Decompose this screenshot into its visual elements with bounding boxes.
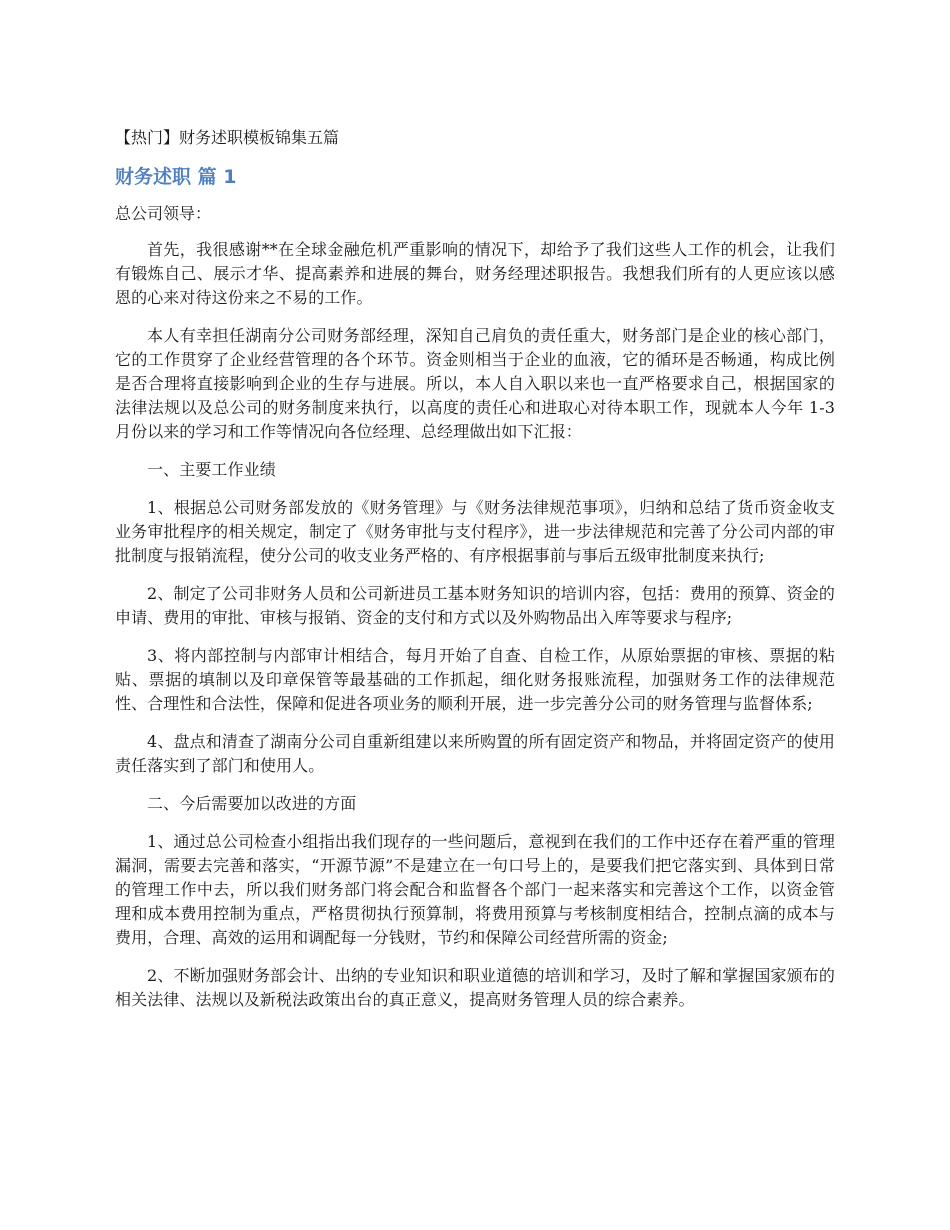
paragraph-improvement-2: 2、不断加强财务部会计、出纳的专业知识和职业道德的培训和学习，及时了解和掌握国家颁布的相关法律、法规以及新税法政策出台的真正意义，提高财务管理人员的综合素养。 — [115, 966, 835, 1009]
document-page — [115, 126, 835, 1026]
subheading-improvements: 二、今后需要加以改进的方面 — [147, 794, 357, 813]
paragraph-improvement-1: 1、通过总公司检查小组指出我们现存的一些问题后，意视到在我们的工作中还存在着严重的管理漏洞，需要去完善和落实，“开源节源”不是建立在一句口号上的，是要我们把它落实到、具体到日常的管理工作中去，所以我们财务部门将会配合和监督各个部门一起来落实和完善这个工作，以资金管理和成本费用控制为重点，严格贯彻执行预算制，将费用预算与考核制度相结合，控制点滴的成本与费用，合理、高效的运用和调配每一分钱财，节约和保障公司经营所需的资金; — [115, 832, 835, 947]
paragraph-achievement-4: 4、盘点和清查了湖南分公司自重新组建以来所购置的所有固定资产和物品，并将固定资产的使用责任落实到了部门和使用人。 — [115, 732, 835, 775]
salutation: 总公司领导： — [115, 204, 212, 223]
section-heading: 财务述职 篇 1 — [115, 166, 237, 188]
paragraph-gratitude: 首先，我很感谢**在全球金融危机严重影响的情况下，却给予了我们这些人工作的机会，让我们有锻炼自己、展示才华、提高素养和进展的舞台，财务经理述职报告。我想我们所有的人更应该以感恩的心来对待这份来之不易的工作。 — [115, 240, 835, 307]
paragraph-achievement-3: 3、将内部控制与内部审计相结合，每月开始了自查、自检工作，从原始票据的审核、票据的粘贴、票据的填制以及印章保管等最基础的工作抓起，细化财务报账流程，加强财务工作的法律规范性、合理性和合法性，保障和促进各项业务的顺利开展，进一步完善分公司的财务管理与监督体系; — [115, 646, 835, 713]
paragraph-introduction: 本人有幸担任湖南分公司财务部经理，深知自己肩负的责任重大，财务部门是企业的核心部门，它的工作贯穿了企业经营管理的各个环节。资金则相当于企业的血液，它的循环是否畅通，构成比例是否合理将直接影响到企业的生存与进展。所以，本人自入职以来也一直严格要求自己，根据国家的法律法规以及总公司的财务制度来执行，以高度的责任心和进取心对待本职工作，现就本人今年 1-3 月份以来的学习和工作等情况向各位经理、总经理做出如下汇报： — [115, 326, 835, 441]
document-title: 【热门】财务述职模板锦集五篇 — [115, 128, 340, 147]
paragraph-achievement-2: 2、制定了公司非财务人员和公司新进员工基本财务知识的培训内容，包括：费用的预算、资金的申请、费用的审批、审核与报销、资金的支付和方式以及外购物品出入库等要求与程序; — [115, 584, 835, 627]
paragraph-achievement-1: 1、根据总公司财务部发放的《财务管理》与《财务法律规范事项》，归纳和总结了货币资金收支业务审批程序的相关规定，制定了《财务审批与支付程序》，进一步法律规范和完善了分公司内部的审批制度与报销流程，使分公司的收支业务严格的、有序根据事前与事后五级审批制度来执行; — [115, 498, 835, 565]
subheading-achievements: 一、主要工作业绩 — [147, 460, 276, 479]
